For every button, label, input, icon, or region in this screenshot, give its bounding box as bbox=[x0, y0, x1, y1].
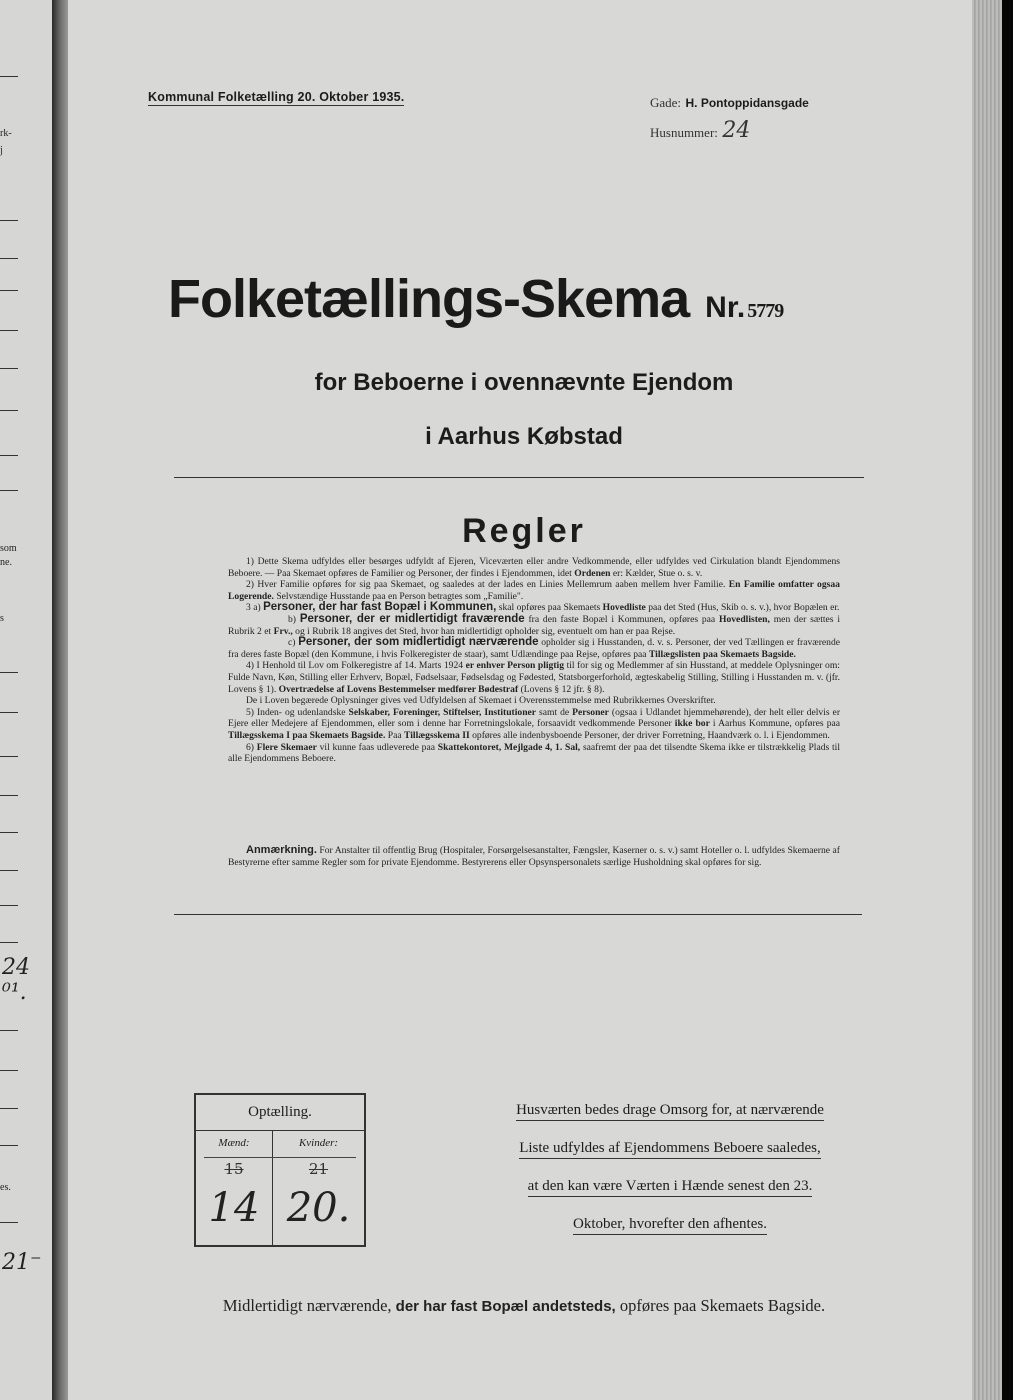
left-handwritten-note: 24 ⁰¹. bbox=[2, 955, 30, 1005]
margin-tick bbox=[0, 795, 18, 796]
margin-tick bbox=[0, 258, 18, 259]
rule-1: 1) Dette Skema udfyldes eller besørges udfyldt af Ejeren, Viceværten eller andre Vedkommende, eller udfyldes ved Cirkulation blandt Ejendommens Beboere. — Paa Skemaet opføres de Familier og Personer, der findes i Ejendommen, idet Ordenen er: Kælder, Stue o. s. v. bbox=[228, 556, 840, 579]
count-rule bbox=[204, 1157, 356, 1158]
rule-4b: De i Loven begærede Oplysninger gives ved Udfyldelsen af Skemaet i Overensstemmelse med Rubrikkernes Overskrifter. bbox=[246, 695, 716, 707]
men-count-struck: 15 bbox=[224, 1160, 244, 1178]
census-form-page bbox=[68, 0, 980, 1400]
margin-tick bbox=[0, 368, 18, 369]
note-label: Anmærkning. bbox=[246, 844, 317, 856]
margin-tick bbox=[0, 712, 18, 713]
form-title bbox=[168, 268, 783, 330]
left-fragment-text: es. bbox=[0, 1182, 11, 1193]
footer-note bbox=[68, 1296, 980, 1316]
note-text: For Anstalter til offentlig Brug (Hospitaler, Forsørgelsesanstalter, Fængsler, Kaserner o. s. v.) samt Hoteller o. l. udfyldes Skemaerne af Bestyrerne efter samme Regler som for private Ejendomme. Bestyrerens eller Opsynspersonalets særlige Husholdning skal opføres for sig. bbox=[228, 845, 840, 868]
margin-tick bbox=[0, 220, 18, 221]
margin-tick bbox=[0, 455, 18, 456]
margin-tick bbox=[0, 756, 18, 757]
note-paragraph bbox=[228, 845, 840, 868]
rules-text bbox=[228, 556, 840, 765]
form-number-label: Nr. bbox=[705, 291, 746, 324]
margin-tick bbox=[0, 1222, 18, 1223]
form-title-text: Folketællings-Skema bbox=[168, 269, 690, 329]
margin-tick bbox=[0, 672, 18, 673]
census-header: Kommunal Folketælling 20. Oktober 1935. bbox=[148, 90, 405, 104]
rule-5: 5) Inden- og udenlandske Selskaber, Foreninger, Stiftelser, Institutioner samt de Personer (ogsaa i Udlandet hjemmehørende), der helt eller delvis er Ejere eller Medejere af Ejendommen, eller som i denne har Forretningslokale, forsaavidt vedkommende Personer ikke bor i Aarhus Kommune, opføres paa Tillægsskema I paa Skemaets Bagside. Paa Tillægsskema II opføres alle indenbysboende Personer, der driver Forretning, Haandværk o. l. i Ejendommen. bbox=[228, 706, 841, 741]
left-fragment-text: j bbox=[0, 145, 3, 156]
rule-4: 4) I Henhold til Lov om Folkeregistre af 14. Marts 1924 er enhver Person pligtig til for sig og Medlemmer af sin Husstand, at meddele Oplysninger om: Fulde Navn, Køn, Stilling eller Erhverv, Bopæl, Fødselsaar, Fødselsdag og Fødested, Statsborgerforhold, ægteskabelig Stilling, Stilling i Husstanden m. v. (jfr. Lovens § 1). Overtrædelse af Lovens Bestemmelser medfører Bødestraf (Lovens § 12 jfr. § 8). bbox=[228, 660, 840, 695]
margin-tick bbox=[0, 76, 18, 77]
rule-3b: b) Personer, der er midlertidigt fraværende fra den faste Bopæl i Kommunen, opføres paa Hovedlisten, men der sættes i Rubrik 2 et Frv., og i Rubrik 18 angives det Sted, hvor han midlertidigt opholder sig, eventuelt om han er paa Rejse. bbox=[228, 612, 841, 637]
left-fragment-text: ne. bbox=[0, 557, 12, 568]
footer-bold: der har fast Bopæl andetsteds, bbox=[395, 1298, 616, 1315]
page-stack-edge bbox=[972, 0, 1002, 1400]
notice-line: Liste udfyldes af Ejendommens Beboere saaledes, bbox=[519, 1140, 821, 1159]
notice-line: Oktober, hvorefter den afhentes. bbox=[573, 1216, 767, 1235]
landlord-notice bbox=[500, 1097, 840, 1249]
margin-tick bbox=[0, 410, 18, 411]
street-label: Gade: bbox=[650, 95, 682, 110]
margin-tick bbox=[0, 942, 18, 943]
margin-tick bbox=[0, 1108, 18, 1109]
count-title: Optælling. bbox=[196, 1095, 364, 1131]
street-value: H. Pontoppidansgade bbox=[685, 96, 809, 110]
left-handwritten-note: 21⁻ bbox=[2, 1250, 42, 1275]
women-count: 20. bbox=[286, 1185, 351, 1231]
footer-pre: Midlertidigt nærværende, bbox=[222, 1296, 392, 1315]
margin-tick bbox=[0, 490, 18, 491]
left-fragment-text: s bbox=[0, 613, 4, 624]
left-fragment-text: som bbox=[0, 543, 17, 554]
men-count: 14 bbox=[208, 1185, 260, 1231]
margin-tick bbox=[0, 1145, 18, 1146]
house-number-field bbox=[650, 118, 750, 143]
street-field bbox=[650, 94, 809, 112]
rule-2: 2) Hver Familie opføres for sig paa Skemaet, og saaledes at der lades en Linies Mellemrum aaben mellem hver Familie. En Familie omfatter ogsaa Logerende. Selvstændige Husstande paa en Person betragtes som „Familie". bbox=[228, 579, 840, 602]
left-page-fragment bbox=[0, 0, 52, 1400]
men-label: Mænd: bbox=[218, 1137, 250, 1149]
rule-3a: 3 a) Personer, der har fast Bopæl i Kommunen, skal opføres paa Skemaets Hovedliste paa det Sted (Hus, Skib o. s. v.), hvor Bopælen er. bbox=[246, 601, 840, 614]
women-label: Kvinder: bbox=[298, 1137, 339, 1149]
form-number-value: 5779 bbox=[747, 300, 784, 322]
margin-tick bbox=[0, 905, 18, 906]
divider-bottom bbox=[174, 914, 862, 915]
women-count-struck: 21 bbox=[308, 1160, 329, 1178]
rules-heading: Regler bbox=[462, 512, 586, 550]
margin-tick bbox=[0, 1070, 18, 1071]
notice-line: Husværten bedes drage Omsorg for, at nærværende bbox=[516, 1102, 824, 1121]
margin-tick bbox=[0, 290, 18, 291]
rule-3c: c) Personer, der som midlertidigt nærværende opholder sig i Husstanden, d. v. s. Personer, der ved Tællingen er fraværende fra deres faste Bopæl (den Kommune, i hvis Folkeregister de staar), samt Udlændinge paa Rejse, opføres paa Tillægslisten paa Skemaets Bagside. bbox=[228, 636, 841, 660]
footer-post: opføres paa Skemaets Bagside. bbox=[619, 1296, 826, 1315]
house-number-label: Husnummer: bbox=[650, 125, 718, 140]
margin-tick bbox=[0, 832, 18, 833]
margin-tick bbox=[0, 1030, 18, 1031]
form-subtitle-2: i Aarhus Købstad bbox=[425, 423, 623, 450]
margin-tick bbox=[0, 330, 18, 331]
margin-tick bbox=[0, 870, 18, 871]
form-subtitle-1: for Beboerne i ovennævnte Ejendom bbox=[314, 369, 734, 396]
divider-top bbox=[174, 477, 864, 478]
notice-line: at den kan være Værten i Hænde senest den 23. bbox=[528, 1178, 813, 1197]
rule-6: 6) Flere Skemaer vil kunne faas udleverede paa Skattekontoret, Mejlgade 4, 1. Sal, saafremt der paa det tilsendte Skema ikke er tilstrækkelig Plads til alle Ejendommens Beboere. bbox=[228, 741, 841, 765]
count-box bbox=[194, 1093, 366, 1247]
house-number-value: 24 bbox=[722, 118, 751, 143]
left-fragment-text: rk- bbox=[0, 128, 12, 139]
book-gutter bbox=[52, 0, 68, 1400]
